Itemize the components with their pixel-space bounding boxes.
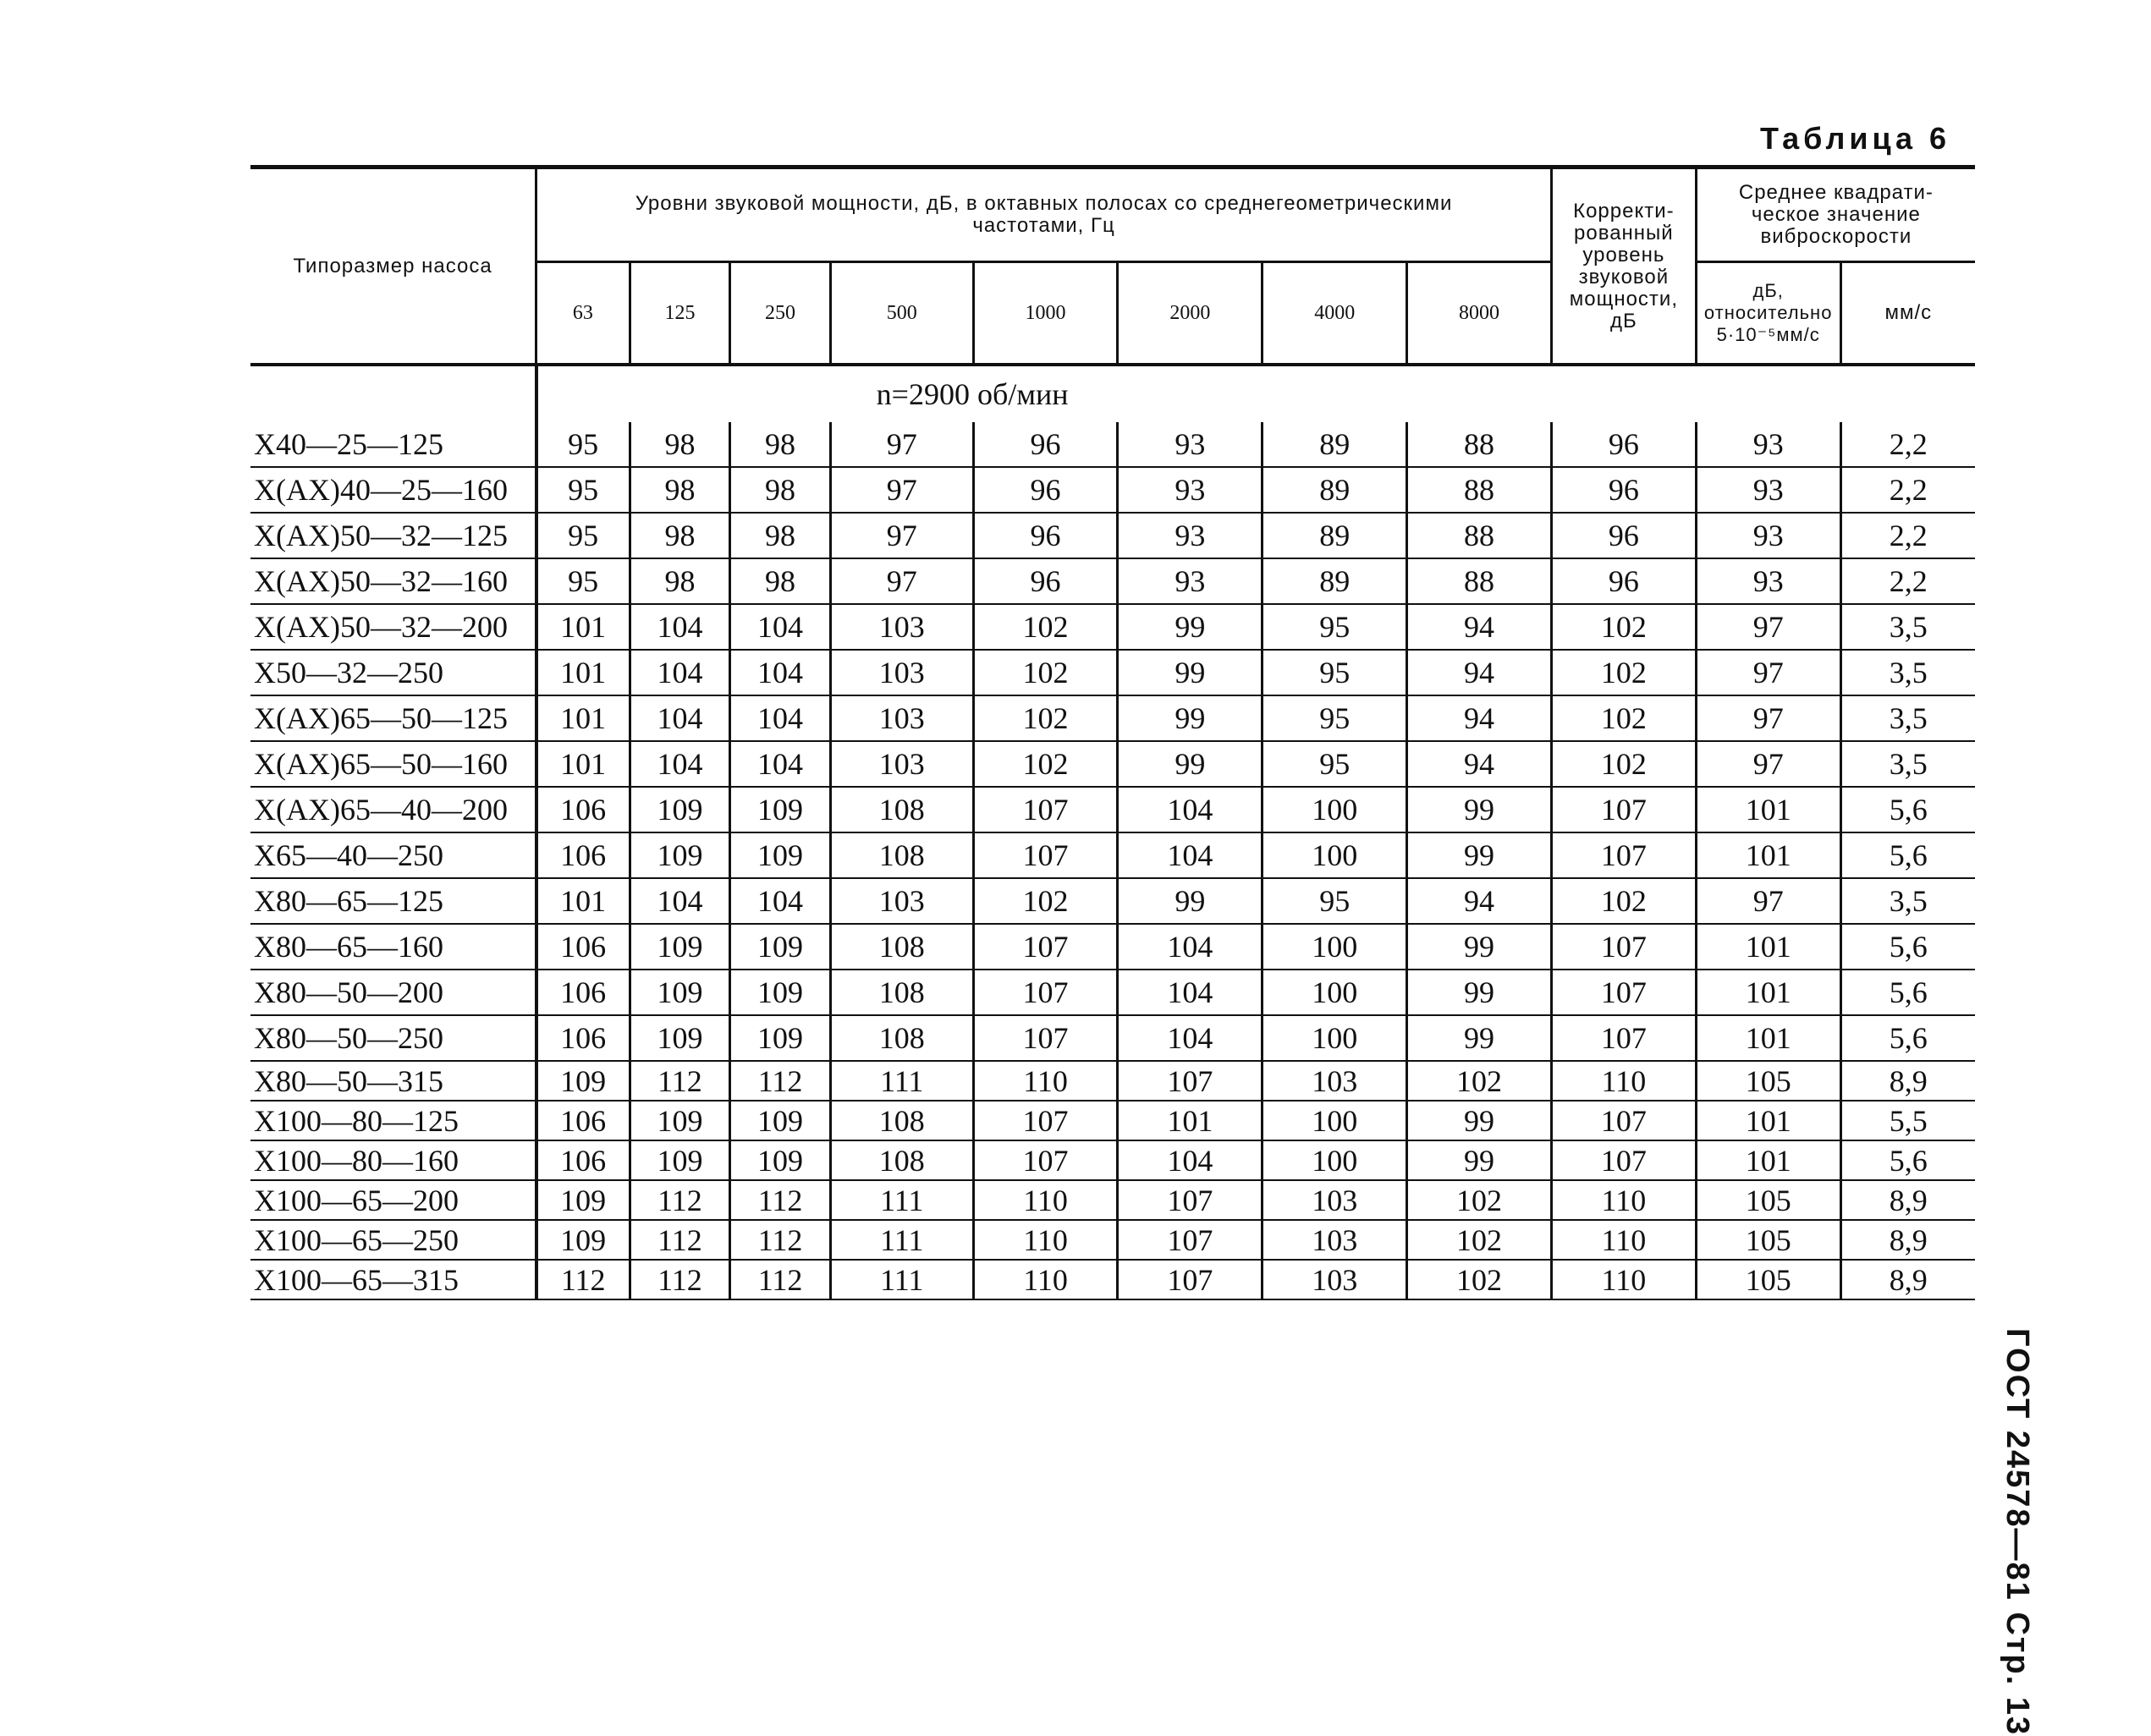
value-cell-vibration-db: 105 (1696, 1061, 1840, 1101)
value-cell-f4000: 95 (1263, 695, 1407, 741)
value-cell-vibration-mm: 8,9 (1840, 1260, 1975, 1299)
pump-size-cell: X80—65—160 (250, 924, 536, 970)
value-cell-f1000: 102 (973, 650, 1118, 695)
value-cell-vibration-db: 105 (1696, 1180, 1840, 1220)
value-cell-f2000: 107 (1118, 1180, 1263, 1220)
value-cell-corrected-level: 102 (1551, 604, 1696, 650)
value-cell-corrected-level: 102 (1551, 695, 1696, 741)
table-row (250, 1061, 1975, 1101)
value-cell-f4000: 95 (1263, 604, 1407, 650)
value-cell-f8000: 88 (1407, 467, 1552, 513)
table-header (250, 168, 1975, 365)
value-cell-f125: 98 (630, 513, 730, 558)
value-cell-f250: 98 (730, 467, 831, 513)
speed-spacer (250, 365, 536, 422)
value-cell-vibration-db: 97 (1696, 741, 1840, 787)
value-cell-f63: 109 (536, 1220, 630, 1260)
value-cell-f4000: 100 (1263, 924, 1407, 970)
speed-label: n=2900 об/мин (536, 365, 1975, 422)
value-cell-corrected-level: 96 (1551, 422, 1696, 467)
value-cell-f4000: 89 (1263, 422, 1407, 467)
value-cell-f2000: 104 (1118, 832, 1263, 878)
pump-size-cell: X100—65—250 (250, 1220, 536, 1260)
value-cell-f63: 101 (536, 878, 630, 924)
value-cell-f125: 104 (630, 878, 730, 924)
value-cell-f1000: 102 (973, 741, 1118, 787)
pump-size-cell: X(AX)65—50—125 (250, 695, 536, 741)
value-cell-f63: 106 (536, 924, 630, 970)
value-cell-f250: 98 (730, 513, 831, 558)
pump-size-cell: X100—65—200 (250, 1180, 536, 1220)
value-cell-f250: 109 (730, 1101, 831, 1140)
value-cell-f8000: 99 (1407, 1140, 1552, 1180)
table-row (250, 604, 1975, 650)
value-cell-f500: 111 (830, 1061, 973, 1101)
value-cell-f8000: 94 (1407, 604, 1552, 650)
value-cell-f500: 108 (830, 787, 973, 832)
value-cell-f8000: 102 (1407, 1220, 1552, 1260)
value-cell-vibration-mm: 2,2 (1840, 467, 1975, 513)
value-cell-f250: 104 (730, 604, 831, 650)
value-cell-f1000: 110 (973, 1260, 1118, 1299)
pump-size-cell: X100—80—125 (250, 1101, 536, 1140)
value-cell-f63: 106 (536, 1015, 630, 1061)
value-cell-f250: 98 (730, 558, 831, 604)
table-row (250, 1220, 1975, 1260)
value-cell-f250: 109 (730, 970, 831, 1015)
value-cell-f4000: 100 (1263, 970, 1407, 1015)
value-cell-f500: 108 (830, 970, 973, 1015)
header-octave-group: Уровни звуковой мощности, дБ, в октавных полосах со среднегеометрическими частотами, Гц (536, 168, 1552, 262)
value-cell-f8000: 88 (1407, 422, 1552, 467)
value-cell-f125: 109 (630, 1015, 730, 1061)
value-cell-corrected-level: 110 (1551, 1180, 1696, 1220)
value-cell-vibration-db: 101 (1696, 924, 1840, 970)
value-cell-f500: 103 (830, 741, 973, 787)
value-cell-f250: 112 (730, 1180, 831, 1220)
value-cell-f500: 97 (830, 558, 973, 604)
value-cell-f63: 95 (536, 558, 630, 604)
header-freq-125: 125 (630, 262, 730, 365)
value-cell-f1000: 107 (973, 970, 1118, 1015)
pump-size-cell: X80—50—250 (250, 1015, 536, 1061)
value-cell-f1000: 96 (973, 558, 1118, 604)
value-cell-f8000: 94 (1407, 650, 1552, 695)
value-cell-f500: 108 (830, 1140, 973, 1180)
value-cell-vibration-db: 93 (1696, 558, 1840, 604)
value-cell-f1000: 107 (973, 832, 1118, 878)
value-cell-f8000: 102 (1407, 1260, 1552, 1299)
table-row (250, 787, 1975, 832)
value-cell-vibration-mm: 5,6 (1840, 832, 1975, 878)
value-cell-f1000: 107 (973, 924, 1118, 970)
value-cell-f500: 97 (830, 422, 973, 467)
value-cell-f63: 95 (536, 467, 630, 513)
pump-size-cell: X80—50—315 (250, 1061, 536, 1101)
value-cell-f125: 109 (630, 1101, 730, 1140)
header-pump-size: Типоразмер насоса (293, 254, 492, 277)
value-cell-f2000: 93 (1118, 467, 1263, 513)
value-cell-f250: 109 (730, 787, 831, 832)
value-cell-vibration-db: 93 (1696, 467, 1840, 513)
table-row (250, 832, 1975, 878)
table-row (250, 1140, 1975, 1180)
value-cell-vibration-db: 97 (1696, 695, 1840, 741)
value-cell-vibration-db: 97 (1696, 650, 1840, 695)
pump-size-cell: X(AX)50—32—125 (250, 513, 536, 558)
table-row (250, 741, 1975, 787)
value-cell-vibration-mm: 8,9 (1840, 1061, 1975, 1101)
value-cell-f63: 95 (536, 513, 630, 558)
value-cell-vibration-mm: 3,5 (1840, 878, 1975, 924)
table-caption: Таблица 6 (1760, 121, 1951, 156)
value-cell-vibration-db: 105 (1696, 1260, 1840, 1299)
table-row (250, 695, 1975, 741)
value-cell-corrected-level: 102 (1551, 741, 1696, 787)
value-cell-f250: 104 (730, 878, 831, 924)
value-cell-vibration-mm: 3,5 (1840, 604, 1975, 650)
value-cell-vibration-db: 101 (1696, 832, 1840, 878)
value-cell-corrected-level: 107 (1551, 1101, 1696, 1140)
table-row (250, 924, 1975, 970)
table-row (250, 970, 1975, 1015)
value-cell-f125: 109 (630, 832, 730, 878)
value-cell-f8000: 99 (1407, 832, 1552, 878)
value-cell-f250: 109 (730, 1140, 831, 1180)
value-cell-f4000: 103 (1263, 1220, 1407, 1260)
pump-size-cell: X(AX)65—40—200 (250, 787, 536, 832)
value-cell-f125: 109 (630, 1140, 730, 1180)
value-cell-f63: 101 (536, 650, 630, 695)
value-cell-f4000: 103 (1263, 1180, 1407, 1220)
value-cell-corrected-level: 107 (1551, 787, 1696, 832)
value-cell-f2000: 104 (1118, 1015, 1263, 1061)
value-cell-vibration-db: 93 (1696, 513, 1840, 558)
value-cell-f4000: 89 (1263, 513, 1407, 558)
value-cell-f1000: 102 (973, 878, 1118, 924)
value-cell-f8000: 99 (1407, 924, 1552, 970)
value-cell-f500: 111 (830, 1260, 973, 1299)
header-freq-8000: 8000 (1407, 262, 1552, 365)
value-cell-vibration-db: 101 (1696, 970, 1840, 1015)
value-cell-f125: 109 (630, 970, 730, 1015)
value-cell-f2000: 107 (1118, 1220, 1263, 1260)
value-cell-corrected-level: 110 (1551, 1220, 1696, 1260)
value-cell-f63: 95 (536, 422, 630, 467)
value-cell-vibration-db: 97 (1696, 604, 1840, 650)
value-cell-f1000: 107 (973, 1101, 1118, 1140)
value-cell-f4000: 100 (1263, 1015, 1407, 1061)
pump-size-cell: X(AX)50—32—160 (250, 558, 536, 604)
pump-size-cell: X100—65—315 (250, 1260, 536, 1299)
value-cell-f500: 111 (830, 1180, 973, 1220)
value-cell-f1000: 96 (973, 467, 1118, 513)
value-cell-vibration-mm: 5,5 (1840, 1101, 1975, 1140)
value-cell-f125: 112 (630, 1061, 730, 1101)
value-cell-f2000: 107 (1118, 1061, 1263, 1101)
value-cell-f125: 112 (630, 1220, 730, 1260)
value-cell-f2000: 104 (1118, 787, 1263, 832)
value-cell-f500: 97 (830, 513, 973, 558)
value-cell-f250: 112 (730, 1260, 831, 1299)
value-cell-f63: 106 (536, 787, 630, 832)
value-cell-f8000: 99 (1407, 1015, 1552, 1061)
value-cell-vibration-mm: 5,6 (1840, 924, 1975, 970)
pump-size-cell: X(AX)65—50—160 (250, 741, 536, 787)
table-row (250, 1260, 1975, 1299)
value-cell-f63: 101 (536, 741, 630, 787)
pump-noise-table (250, 165, 1975, 1300)
value-cell-f1000: 107 (973, 1015, 1118, 1061)
value-cell-f250: 112 (730, 1061, 831, 1101)
value-cell-corrected-level: 96 (1551, 513, 1696, 558)
value-cell-f4000: 95 (1263, 878, 1407, 924)
value-cell-f8000: 94 (1407, 878, 1552, 924)
value-cell-f8000: 99 (1407, 1101, 1552, 1140)
table-row (250, 650, 1975, 695)
value-cell-f125: 104 (630, 741, 730, 787)
value-cell-f500: 108 (830, 1101, 973, 1140)
value-cell-f125: 109 (630, 924, 730, 970)
value-cell-vibration-mm: 5,6 (1840, 1015, 1975, 1061)
value-cell-f125: 98 (630, 422, 730, 467)
value-cell-vibration-db: 101 (1696, 1015, 1840, 1061)
value-cell-f250: 109 (730, 1015, 831, 1061)
value-cell-f63: 106 (536, 1140, 630, 1180)
value-cell-f250: 109 (730, 924, 831, 970)
table-row (250, 1180, 1975, 1220)
value-cell-corrected-level: 110 (1551, 1061, 1696, 1101)
value-cell-f1000: 96 (973, 422, 1118, 467)
value-cell-corrected-level: 107 (1551, 1015, 1696, 1061)
value-cell-f1000: 96 (973, 513, 1118, 558)
value-cell-f250: 104 (730, 695, 831, 741)
value-cell-f1000: 107 (973, 1140, 1118, 1180)
value-cell-f8000: 94 (1407, 695, 1552, 741)
header-vibration-db: дБ, относительно 5·10⁻⁵мм/с (1696, 262, 1840, 365)
value-cell-f1000: 110 (973, 1180, 1118, 1220)
value-cell-f63: 112 (536, 1260, 630, 1299)
value-cell-vibration-db: 105 (1696, 1220, 1840, 1260)
table-row (250, 513, 1975, 558)
table-row (250, 878, 1975, 924)
value-cell-f500: 108 (830, 924, 973, 970)
value-cell-vibration-mm: 3,5 (1840, 741, 1975, 787)
value-cell-corrected-level: 96 (1551, 467, 1696, 513)
header-freq-2000: 2000 (1118, 262, 1263, 365)
value-cell-f125: 104 (630, 695, 730, 741)
value-cell-corrected-level: 107 (1551, 1140, 1696, 1180)
value-cell-f4000: 103 (1263, 1260, 1407, 1299)
value-cell-f250: 109 (730, 832, 831, 878)
value-cell-f1000: 102 (973, 695, 1118, 741)
value-cell-f63: 109 (536, 1180, 630, 1220)
value-cell-f2000: 99 (1118, 604, 1263, 650)
value-cell-vibration-mm: 5,6 (1840, 970, 1975, 1015)
value-cell-f125: 104 (630, 650, 730, 695)
value-cell-vibration-mm: 5,6 (1840, 787, 1975, 832)
value-cell-vibration-db: 97 (1696, 878, 1840, 924)
header-freq-500: 500 (830, 262, 973, 365)
value-cell-f8000: 94 (1407, 741, 1552, 787)
value-cell-vibration-db: 101 (1696, 1101, 1840, 1140)
value-cell-f4000: 100 (1263, 832, 1407, 878)
table-row (250, 467, 1975, 513)
value-cell-f8000: 99 (1407, 970, 1552, 1015)
value-cell-f250: 98 (730, 422, 831, 467)
header-freq-1000: 1000 (973, 262, 1118, 365)
value-cell-f4000: 95 (1263, 650, 1407, 695)
value-cell-f125: 98 (630, 558, 730, 604)
value-cell-corrected-level: 96 (1551, 558, 1696, 604)
value-cell-f125: 104 (630, 604, 730, 650)
value-cell-corrected-level: 107 (1551, 924, 1696, 970)
value-cell-f2000: 99 (1118, 741, 1263, 787)
value-cell-corrected-level: 107 (1551, 832, 1696, 878)
value-cell-f2000: 107 (1118, 1260, 1263, 1299)
value-cell-f500: 103 (830, 878, 973, 924)
pump-size-cell: X65—40—250 (250, 832, 536, 878)
value-cell-vibration-mm: 5,6 (1840, 1140, 1975, 1180)
table-row (250, 1101, 1975, 1140)
value-cell-f63: 101 (536, 695, 630, 741)
table-row (250, 558, 1975, 604)
header-freq-4000: 4000 (1263, 262, 1407, 365)
value-cell-f4000: 95 (1263, 741, 1407, 787)
value-cell-corrected-level: 110 (1551, 1260, 1696, 1299)
value-cell-vibration-mm: 2,2 (1840, 558, 1975, 604)
value-cell-f4000: 100 (1263, 1101, 1407, 1140)
value-cell-vibration-mm: 8,9 (1840, 1180, 1975, 1220)
value-cell-f500: 103 (830, 650, 973, 695)
value-cell-f1000: 110 (973, 1061, 1118, 1101)
pump-size-cell: X(AX)40—25—160 (250, 467, 536, 513)
value-cell-f2000: 104 (1118, 970, 1263, 1015)
value-cell-vibration-db: 93 (1696, 422, 1840, 467)
table-row (250, 422, 1975, 467)
value-cell-f250: 104 (730, 741, 831, 787)
value-cell-f2000: 99 (1118, 650, 1263, 695)
value-cell-f2000: 93 (1118, 422, 1263, 467)
pump-size-cell: X(AX)50—32—200 (250, 604, 536, 650)
table-body (250, 365, 1975, 1299)
value-cell-f8000: 102 (1407, 1061, 1552, 1101)
pump-size-cell: X80—65—125 (250, 878, 536, 924)
value-cell-corrected-level: 107 (1551, 970, 1696, 1015)
pump-size-cell: X100—80—160 (250, 1140, 536, 1180)
value-cell-f125: 112 (630, 1260, 730, 1299)
value-cell-f63: 106 (536, 832, 630, 878)
value-cell-f1000: 110 (973, 1220, 1118, 1260)
value-cell-corrected-level: 102 (1551, 878, 1696, 924)
value-cell-f125: 109 (630, 787, 730, 832)
value-cell-f250: 104 (730, 650, 831, 695)
value-cell-corrected-level: 102 (1551, 650, 1696, 695)
pump-size-cell: X40—25—125 (250, 422, 536, 467)
page-footer-note: ГОСТ 24578—81 Стр. 13 (2000, 1328, 2035, 1736)
header-vibration-group: Среднее квадрати-ческое значение виброскорости (1696, 168, 1975, 262)
value-cell-vibration-mm: 8,9 (1840, 1220, 1975, 1260)
value-cell-f2000: 93 (1118, 513, 1263, 558)
value-cell-vibration-mm: 2,2 (1840, 513, 1975, 558)
value-cell-vibration-mm: 3,5 (1840, 650, 1975, 695)
value-cell-f2000: 93 (1118, 558, 1263, 604)
value-cell-f63: 101 (536, 604, 630, 650)
pump-size-cell: X50—32—250 (250, 650, 536, 695)
value-cell-f500: 108 (830, 1015, 973, 1061)
value-cell-vibration-db: 101 (1696, 787, 1840, 832)
value-cell-f63: 106 (536, 970, 630, 1015)
value-cell-vibration-mm: 2,2 (1840, 422, 1975, 467)
value-cell-f63: 106 (536, 1101, 630, 1140)
value-cell-f125: 112 (630, 1180, 730, 1220)
value-cell-f2000: 104 (1118, 924, 1263, 970)
value-cell-f2000: 99 (1118, 878, 1263, 924)
value-cell-f8000: 88 (1407, 558, 1552, 604)
value-cell-f1000: 107 (973, 787, 1118, 832)
value-cell-f250: 112 (730, 1220, 831, 1260)
value-cell-vibration-mm: 3,5 (1840, 695, 1975, 741)
value-cell-f500: 97 (830, 467, 973, 513)
value-cell-f4000: 89 (1263, 558, 1407, 604)
value-cell-f500: 103 (830, 695, 973, 741)
value-cell-f500: 111 (830, 1220, 973, 1260)
value-cell-f4000: 89 (1263, 467, 1407, 513)
value-cell-f2000: 101 (1118, 1101, 1263, 1140)
value-cell-f8000: 99 (1407, 787, 1552, 832)
value-cell-f125: 98 (630, 467, 730, 513)
table-row (250, 1015, 1975, 1061)
header-corrected-level: Корректи-рованный уровень звуковой мощности, дБ (1551, 168, 1696, 365)
value-cell-f500: 108 (830, 832, 973, 878)
pump-size-cell: X80—50—200 (250, 970, 536, 1015)
header-vibration-mm: мм/с (1840, 262, 1975, 365)
value-cell-f500: 103 (830, 604, 973, 650)
value-cell-f63: 109 (536, 1061, 630, 1101)
value-cell-f2000: 99 (1118, 695, 1263, 741)
value-cell-f4000: 100 (1263, 1140, 1407, 1180)
value-cell-f4000: 100 (1263, 787, 1407, 832)
value-cell-f4000: 103 (1263, 1061, 1407, 1101)
value-cell-f2000: 104 (1118, 1140, 1263, 1180)
value-cell-f8000: 88 (1407, 513, 1552, 558)
value-cell-vibration-db: 101 (1696, 1140, 1840, 1180)
value-cell-f8000: 102 (1407, 1180, 1552, 1220)
header-freq-63: 63 (536, 262, 630, 365)
value-cell-f1000: 102 (973, 604, 1118, 650)
header-freq-250: 250 (730, 262, 831, 365)
